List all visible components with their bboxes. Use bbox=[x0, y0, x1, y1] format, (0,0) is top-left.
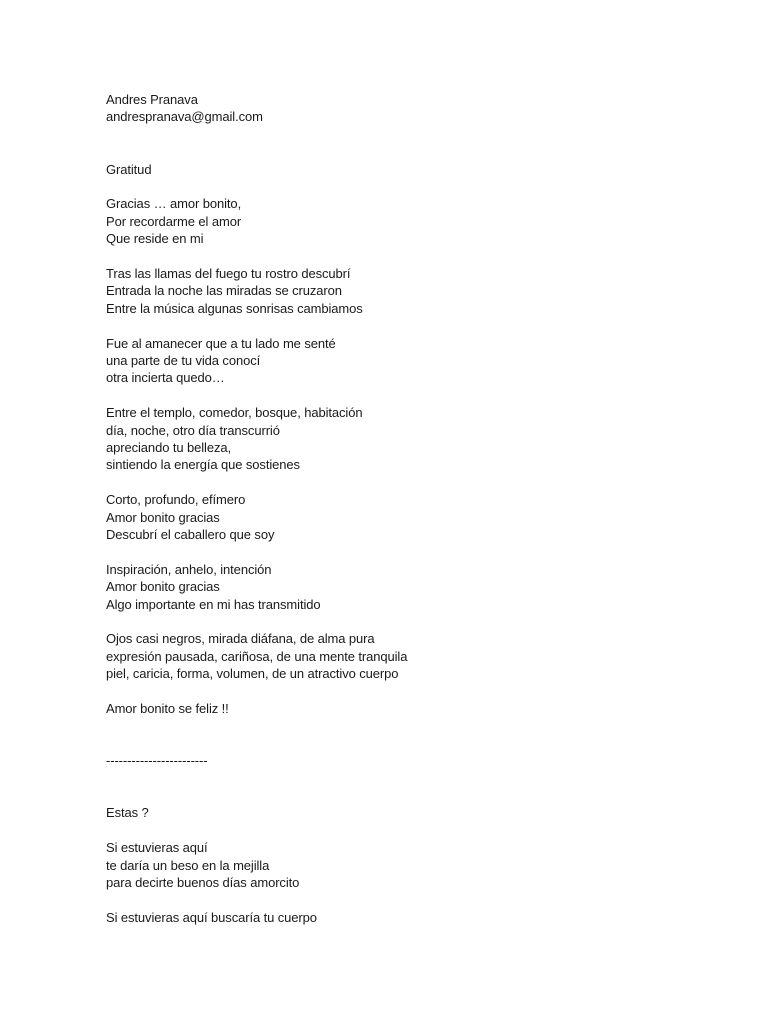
poem-line: Amor bonito se feliz !! bbox=[106, 701, 229, 717]
poem-line: Ojos casi negros, mirada diáfana, de alma pura bbox=[106, 631, 375, 647]
poem-line: te daría un beso en la mejilla bbox=[106, 857, 270, 873]
author-email: andrespranava@gmail.com bbox=[106, 109, 263, 125]
poem-line: otra incierta quedo… bbox=[106, 370, 225, 386]
poem-line: Entrada la noche las miradas se cruzaron bbox=[106, 283, 342, 299]
poem-line: para decirte buenos días amorcito bbox=[106, 875, 300, 891]
poem-line: Descubrí el caballero que soy bbox=[106, 527, 275, 543]
poem-title: Gratitud bbox=[106, 161, 152, 177]
poem-line: Inspiración, anhelo, intención bbox=[106, 561, 272, 577]
author-name: Andres Pranava bbox=[106, 92, 198, 107]
poem-line: Por recordarme el amor bbox=[106, 213, 242, 229]
poem-line: Si estuvieras aquí bbox=[106, 840, 208, 856]
poem-line: Entre el templo, comedor, bosque, habitación bbox=[106, 405, 363, 421]
poem-line: Si estuvieras aquí buscaría tu cuerpo bbox=[106, 909, 317, 925]
section-separator: ------------------------ bbox=[106, 753, 208, 769]
poem-line: Entre la música algunas sonrisas cambiamos bbox=[106, 300, 363, 316]
poem-line: Amor bonito gracias bbox=[106, 579, 220, 595]
poem-line: apreciando tu belleza, bbox=[106, 440, 232, 456]
poem-line: Fue al amanecer que a tu lado me senté bbox=[106, 335, 336, 351]
poem-line: expresión pausada, cariñosa, de una mente tranquila bbox=[106, 648, 408, 664]
poem-line: Corto, profundo, efímero bbox=[106, 492, 246, 508]
poem-line: Gracias … amor bonito, bbox=[106, 196, 242, 212]
poem-title: Estas ? bbox=[106, 805, 149, 821]
document-body bbox=[106, 91, 706, 926]
poem-line: Amor bonito gracias bbox=[106, 509, 220, 525]
poem-line: Que reside en mi bbox=[106, 231, 204, 247]
poem-line: Algo importante en mi has transmitido bbox=[106, 596, 321, 612]
poem-line: Tras las llamas del fuego tu rostro descubrí bbox=[106, 266, 351, 282]
poem-line: sintiendo la energía que sostienes bbox=[106, 457, 300, 473]
poem-line: una parte de tu vida conocí bbox=[106, 353, 261, 369]
poem-line: día, noche, otro día transcurrió bbox=[106, 422, 280, 438]
poem-line: piel, caricia, forma, volumen, de un atractivo cuerpo bbox=[106, 666, 399, 682]
